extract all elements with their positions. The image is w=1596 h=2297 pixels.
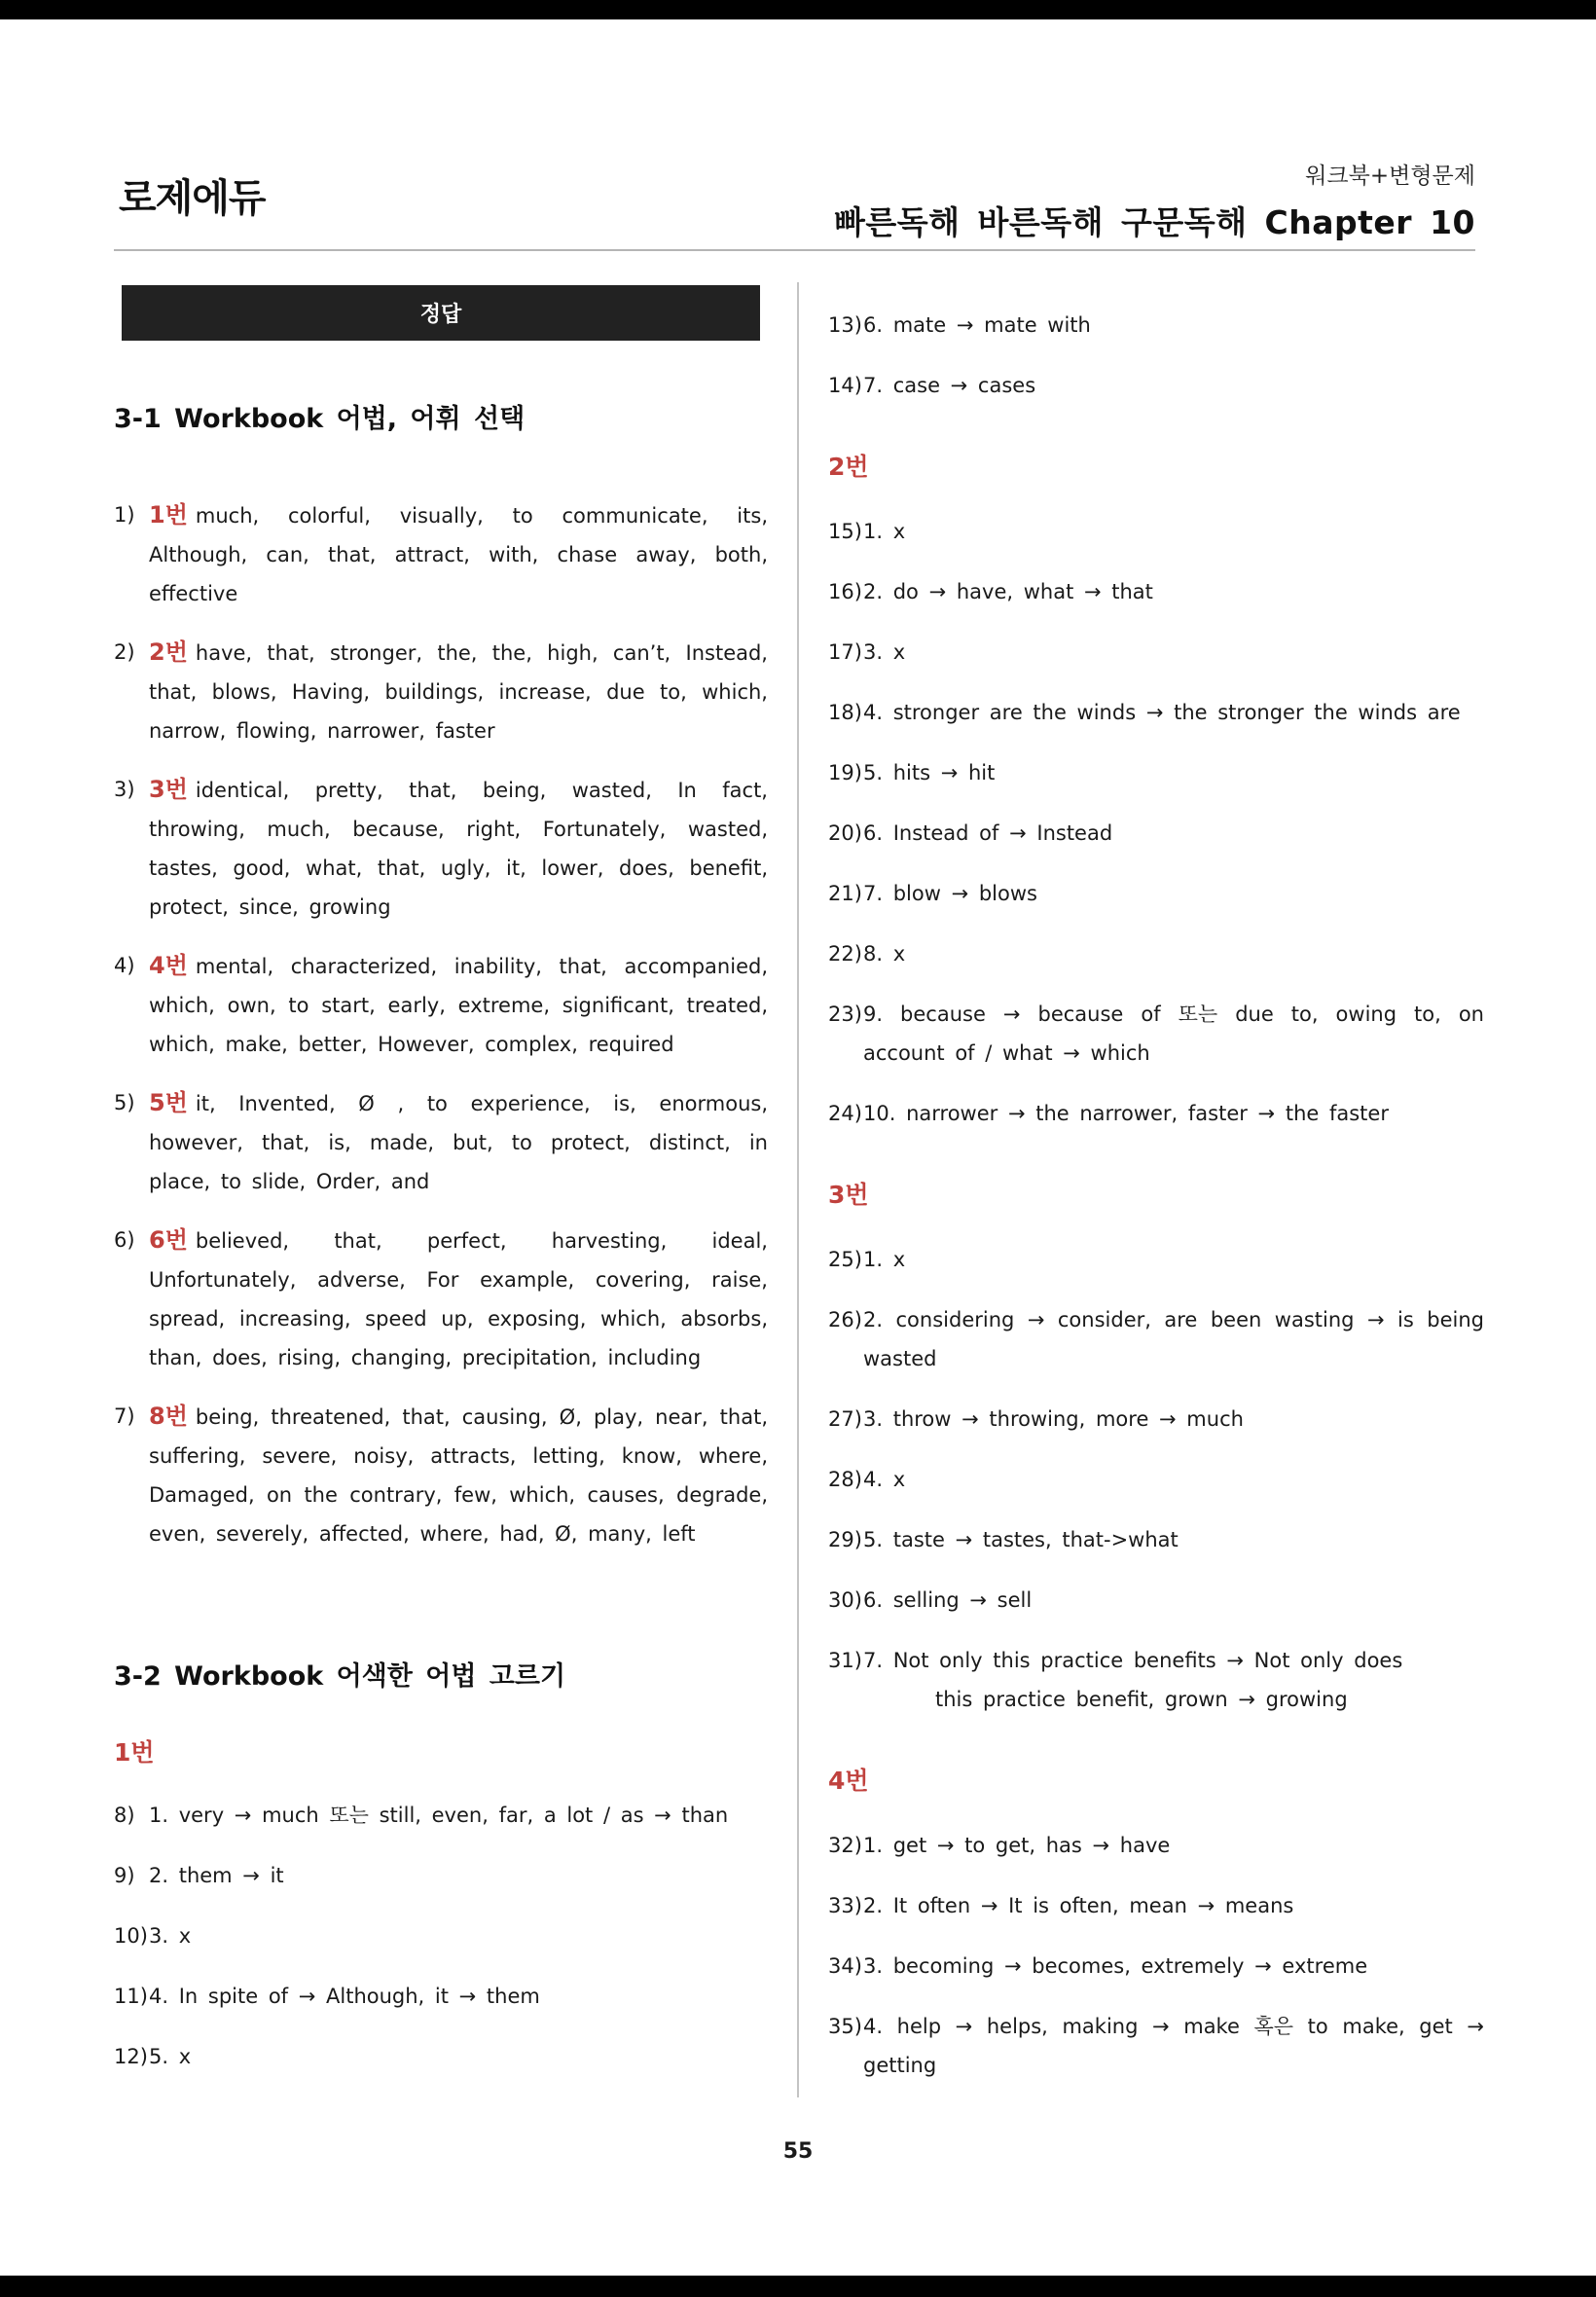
bottom-border bbox=[0, 2276, 1596, 2297]
question-number: 8번 bbox=[149, 1403, 188, 1430]
question-number: 4번 bbox=[149, 952, 188, 979]
question-number: 6번 bbox=[149, 1226, 188, 1254]
document-header bbox=[834, 158, 1475, 243]
answer-item: 33) 2. It often → It is often, mean → means bbox=[828, 1894, 1294, 1917]
question-number: 2번 bbox=[149, 638, 188, 666]
answer-item: 12) 5. x bbox=[114, 2045, 192, 2068]
answer-paragraph: 3) 3번 identical, pretty, that, being, wasted, In fact, throwing, much, because, right, Fortunately, wasted, tastes, good, what, that, ugly, it, lower, does, benefit, protect, since, growing bbox=[114, 776, 768, 919]
answer-paragraph: 1) 1번 much, colorful, visually, to communicate, its, Although, can, that, attract, with, chase away, both, effective bbox=[114, 501, 768, 605]
answer-item: 21) 7. blow → blows bbox=[828, 882, 1037, 905]
answer-item: 8) 1. very → much 또는 still, even, far, a lot / as → than bbox=[114, 1804, 729, 1827]
group-heading: 4번 bbox=[828, 1767, 869, 1795]
answer-item: 26) 2. considering → consider, are been wasting → is being wasted bbox=[828, 1308, 1484, 1370]
group-heading: 1번 bbox=[114, 1738, 155, 1767]
answer-item: 25) 1. x bbox=[828, 1248, 906, 1271]
answer-item: 13) 6. mate → mate with bbox=[828, 313, 1091, 337]
answer-item: 35) 4. help → helps, making → make 혹은 to make, get → getting bbox=[828, 2015, 1484, 2077]
answer-item: 19) 5. hits → hit bbox=[828, 761, 996, 784]
right-column bbox=[828, 306, 1484, 2106]
question-number: 5번 bbox=[149, 1089, 188, 1116]
answer-item: 34) 3. becoming → becomes, extremely → extreme bbox=[828, 1954, 1368, 1978]
answer-item: 17) 3. x bbox=[828, 640, 906, 664]
answer-paragraph: 7) 8번 being, threatened, that, causing, Ø, play, near, that, suffering, severe, noisy, attracts, letting, know, where, Damaged, on the contrary, few, which, causes, degrade, even, severely, affected, where, had, Ø, many, left bbox=[114, 1403, 768, 1546]
answer-paragraph: 4) 4번 mental, characterized, inability, that, accompanied, which, own, to start, early, extreme, significant, treated, which, make, better, However, complex, required bbox=[114, 952, 768, 1056]
answer-paragraph: 2) 2번 have, that, stronger, the, the, high, can’t, Instead, that, blows, Having, buildings, increase, due to, which, narrow, flowing, narrower, faster bbox=[114, 638, 768, 743]
group-heading: 3번 bbox=[828, 1181, 869, 1209]
answer-item: 18) 4. stronger are the winds → the stronger the winds are bbox=[828, 701, 1461, 724]
answer-item: 29) 5. taste → tastes, that->what bbox=[828, 1528, 1179, 1551]
section-title-3-2: 3-2 Workbook 어색한 어법 고르기 bbox=[114, 1661, 566, 1692]
question-number: 1번 bbox=[149, 501, 188, 529]
page-number: 55 bbox=[782, 2139, 814, 2164]
section-title-3-1: 3-1 Workbook 어법, 어휘 선택 bbox=[114, 404, 526, 434]
answer-item: 31) 7. Not only this practice benefits → Not only does this practice benefit, grown → growing bbox=[828, 1649, 1403, 1711]
answer-item: 15) 1. x bbox=[828, 520, 906, 543]
group-heading: 2번 bbox=[828, 453, 869, 481]
header-title: 빠른독해 바른독해 구문독해 Chapter 10 bbox=[834, 203, 1475, 241]
answer-item: 30) 6. selling → sell bbox=[828, 1588, 1033, 1612]
answer-item: 27) 3. throw → throwing, more → much bbox=[828, 1407, 1244, 1431]
answer-banner: 정답 bbox=[122, 285, 760, 341]
answer-item: 22) 8. x bbox=[828, 942, 906, 966]
answer-item: 23) 9. because → because of 또는 due to, owing to, on account of / what → which bbox=[828, 1003, 1484, 1065]
column-divider bbox=[797, 282, 799, 2097]
answer-item: 11) 4. In spite of → Although, it → them bbox=[114, 1985, 540, 2008]
brand-logo: 로제에듀 bbox=[119, 176, 266, 221]
answer-item: 20) 6. Instead of → Instead bbox=[828, 821, 1113, 845]
answer-item: 10) 3. x bbox=[114, 1924, 192, 1948]
answer-item: 14) 7. case → cases bbox=[828, 374, 1036, 397]
header-divider bbox=[114, 249, 1475, 251]
left-column bbox=[114, 397, 768, 2097]
question-number: 3번 bbox=[149, 776, 188, 803]
answer-item: 28) 4. x bbox=[828, 1468, 906, 1491]
answer-paragraph: 6) 6번 believed, that, perfect, harvesting, ideal, Unfortunately, adverse, For example, covering, raise, spread, increasing, speed up, exposing, which, absorbs, than, does, rising, changing, precipitation, including bbox=[114, 1226, 768, 1369]
answer-item: 16) 2. do → have, what → that bbox=[828, 580, 1153, 603]
answer-item: 24) 10. narrower → the narrower, faster → the faster bbox=[828, 1102, 1389, 1125]
header-subtitle: 워크북+변형문제 bbox=[1305, 164, 1475, 189]
answer-paragraph: 5) 5번 it, Invented, Ø , to experience, is, enormous, however, that, is, made, but, to protect, distinct, in place, to slide, Order, and bbox=[114, 1089, 768, 1193]
answer-item: 9) 2. them → it bbox=[114, 1864, 284, 1887]
top-border bbox=[0, 0, 1596, 19]
answer-item: 32) 1. get → to get, has → have bbox=[828, 1834, 1171, 1857]
